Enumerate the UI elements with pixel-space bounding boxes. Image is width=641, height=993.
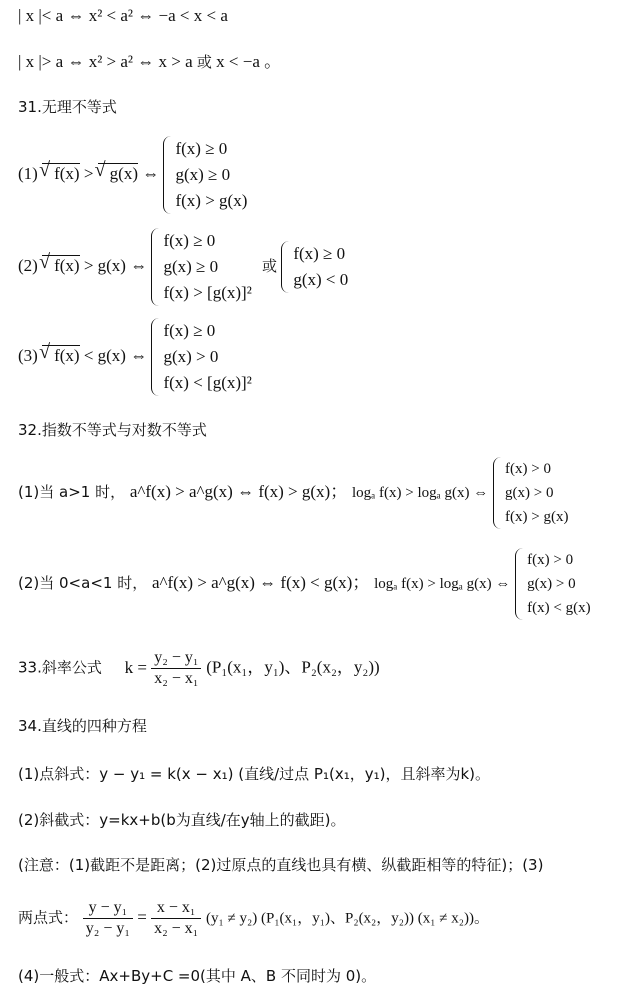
irrational-ineq-1 bbox=[18, 136, 247, 214]
section-32-title: 32.指数不等式与对数不等式 bbox=[18, 421, 207, 439]
cond-row: g(x) > 0 bbox=[527, 576, 576, 592]
denominator: y₂ − y₁ bbox=[85, 920, 130, 937]
numerator: y₂ − y₁ bbox=[151, 648, 201, 669]
cond-row: g(x) > 0 bbox=[163, 347, 219, 366]
irrational-ineq-3 bbox=[18, 318, 252, 396]
sqrt-f-content: f(x) bbox=[54, 255, 80, 275]
cond-row: f(x) ≥ 0 bbox=[175, 139, 228, 158]
or-word: 或 bbox=[196, 53, 212, 71]
system-brace bbox=[493, 457, 568, 529]
two-point-form bbox=[18, 898, 489, 939]
numerator: x − x₁ bbox=[151, 898, 201, 919]
rest: > g(x) ⇔ bbox=[79, 255, 152, 275]
cond-row: f(x) < [g(x)]² bbox=[163, 373, 252, 392]
sqrt-g-content: g(x) bbox=[109, 163, 138, 183]
cond-row: f(x) < g(x) bbox=[527, 600, 591, 616]
sqrt-f bbox=[42, 345, 79, 366]
cond-row: f(x) > g(x) bbox=[175, 191, 248, 210]
sqrt-f-content: f(x) bbox=[54, 345, 80, 365]
exp-ineq: a^f(x) > a^g(x) ⇔ f(x) > g(x)； bbox=[129, 482, 348, 501]
label: 两点式： bbox=[18, 908, 79, 927]
denominator: x₂ − x₁ bbox=[154, 920, 199, 937]
system-brace bbox=[515, 548, 590, 620]
abs-greater-equivalence bbox=[18, 52, 281, 72]
iff: ⇔ bbox=[137, 163, 164, 183]
cond-row: f(x) ≥ 0 bbox=[163, 321, 216, 340]
cond-row: g(x) < 0 bbox=[293, 270, 349, 289]
system-brace-alt bbox=[281, 241, 348, 293]
exp-log-ineq-1 bbox=[18, 457, 568, 529]
exp-ineq: a^f(x) > a^g(x) ⇔ f(x) < g(x)； bbox=[151, 573, 370, 592]
op: > bbox=[79, 163, 98, 183]
sqrt-f bbox=[42, 163, 79, 184]
abs-greater-part1: | x |> a ⇔ x² > a² ⇔ x > a bbox=[18, 52, 197, 71]
cond-row: f(x) > g(x) bbox=[505, 509, 569, 525]
general-form: (4)一般式：Ax+By+C =0(其中 A、B 不同时为 0)。 bbox=[18, 967, 377, 985]
condition-text: (2)当 0<a<1 时， bbox=[18, 574, 148, 592]
exp-log-ineq-2 bbox=[18, 548, 591, 620]
cond-row: g(x) > 0 bbox=[505, 485, 554, 501]
abs-less-equivalence: | x |< a ⇔ x² < a² ⇔ −a < x < a bbox=[18, 6, 228, 25]
slope-intercept-form: (2)斜截式：y=kx+b(b为直线/在y轴上的截距)。 bbox=[18, 811, 346, 829]
points-note: (P₁(x₁，y₁)、P₂(x₂，y₂)) bbox=[206, 657, 380, 677]
cond-row: g(x) ≥ 0 bbox=[163, 257, 219, 276]
section-31-title: 31.无理不等式 bbox=[18, 98, 117, 116]
irrational-ineq-2 bbox=[18, 228, 348, 306]
abs-greater-part2: x < −a 。 bbox=[211, 52, 282, 71]
numerator: y − y₁ bbox=[83, 898, 133, 919]
section-33-title: 33.斜率公式 bbox=[18, 658, 102, 677]
k-eq: k = bbox=[124, 657, 152, 677]
condition-text: (1)当 a>1 时， bbox=[18, 483, 126, 501]
cond-row: f(x) > [g(x)]² bbox=[163, 283, 252, 302]
label: (2) bbox=[18, 255, 38, 275]
conditions: (y₁ ≠ y₂) (P₁(x₁，y₁)、P₂(x₂，y₂)) (x₁ ≠ x₂))。 bbox=[206, 910, 489, 927]
denominator: x₂ − x₁ bbox=[154, 670, 199, 687]
point-slope-form: (1)点斜式：y − y₁ = k(x − x₁) (直线/过点 P₁(x₁，y₁)，且斜率为k)。 bbox=[18, 765, 491, 783]
label: (3) bbox=[18, 345, 38, 365]
sqrt-f bbox=[42, 255, 79, 276]
label: (1) bbox=[18, 163, 38, 183]
sqrt-g bbox=[98, 163, 138, 184]
cond-row: f(x) > 0 bbox=[505, 461, 551, 477]
system-brace bbox=[163, 136, 247, 214]
slope-formula bbox=[18, 648, 380, 689]
slope-fraction bbox=[151, 648, 201, 689]
note-intercepts: (注意：(1)截距不是距离；(2)过原点的直线也具有横、纵截距相等的特征)；(3) bbox=[18, 856, 544, 874]
or-word: 或 bbox=[262, 256, 278, 275]
cond-row: f(x) > 0 bbox=[527, 552, 574, 568]
section-34-title: 34.直线的四种方程 bbox=[18, 717, 147, 735]
cond-row: f(x) ≥ 0 bbox=[163, 231, 216, 250]
cond-row: g(x) ≥ 0 bbox=[175, 165, 231, 184]
system-brace bbox=[151, 228, 251, 306]
log-ineq: logₐ f(x) > logₐ g(x) ⇔ bbox=[352, 485, 489, 501]
fraction-x bbox=[151, 898, 201, 939]
cond-row: f(x) ≥ 0 bbox=[293, 244, 346, 263]
rest: < g(x) ⇔ bbox=[79, 345, 152, 365]
sqrt-f-content: f(x) bbox=[54, 163, 80, 183]
fraction-y bbox=[83, 898, 133, 939]
log-ineq: logₐ f(x) > logₐ g(x) ⇔ bbox=[374, 576, 511, 592]
system-brace bbox=[151, 318, 251, 396]
equals: = bbox=[132, 907, 152, 927]
